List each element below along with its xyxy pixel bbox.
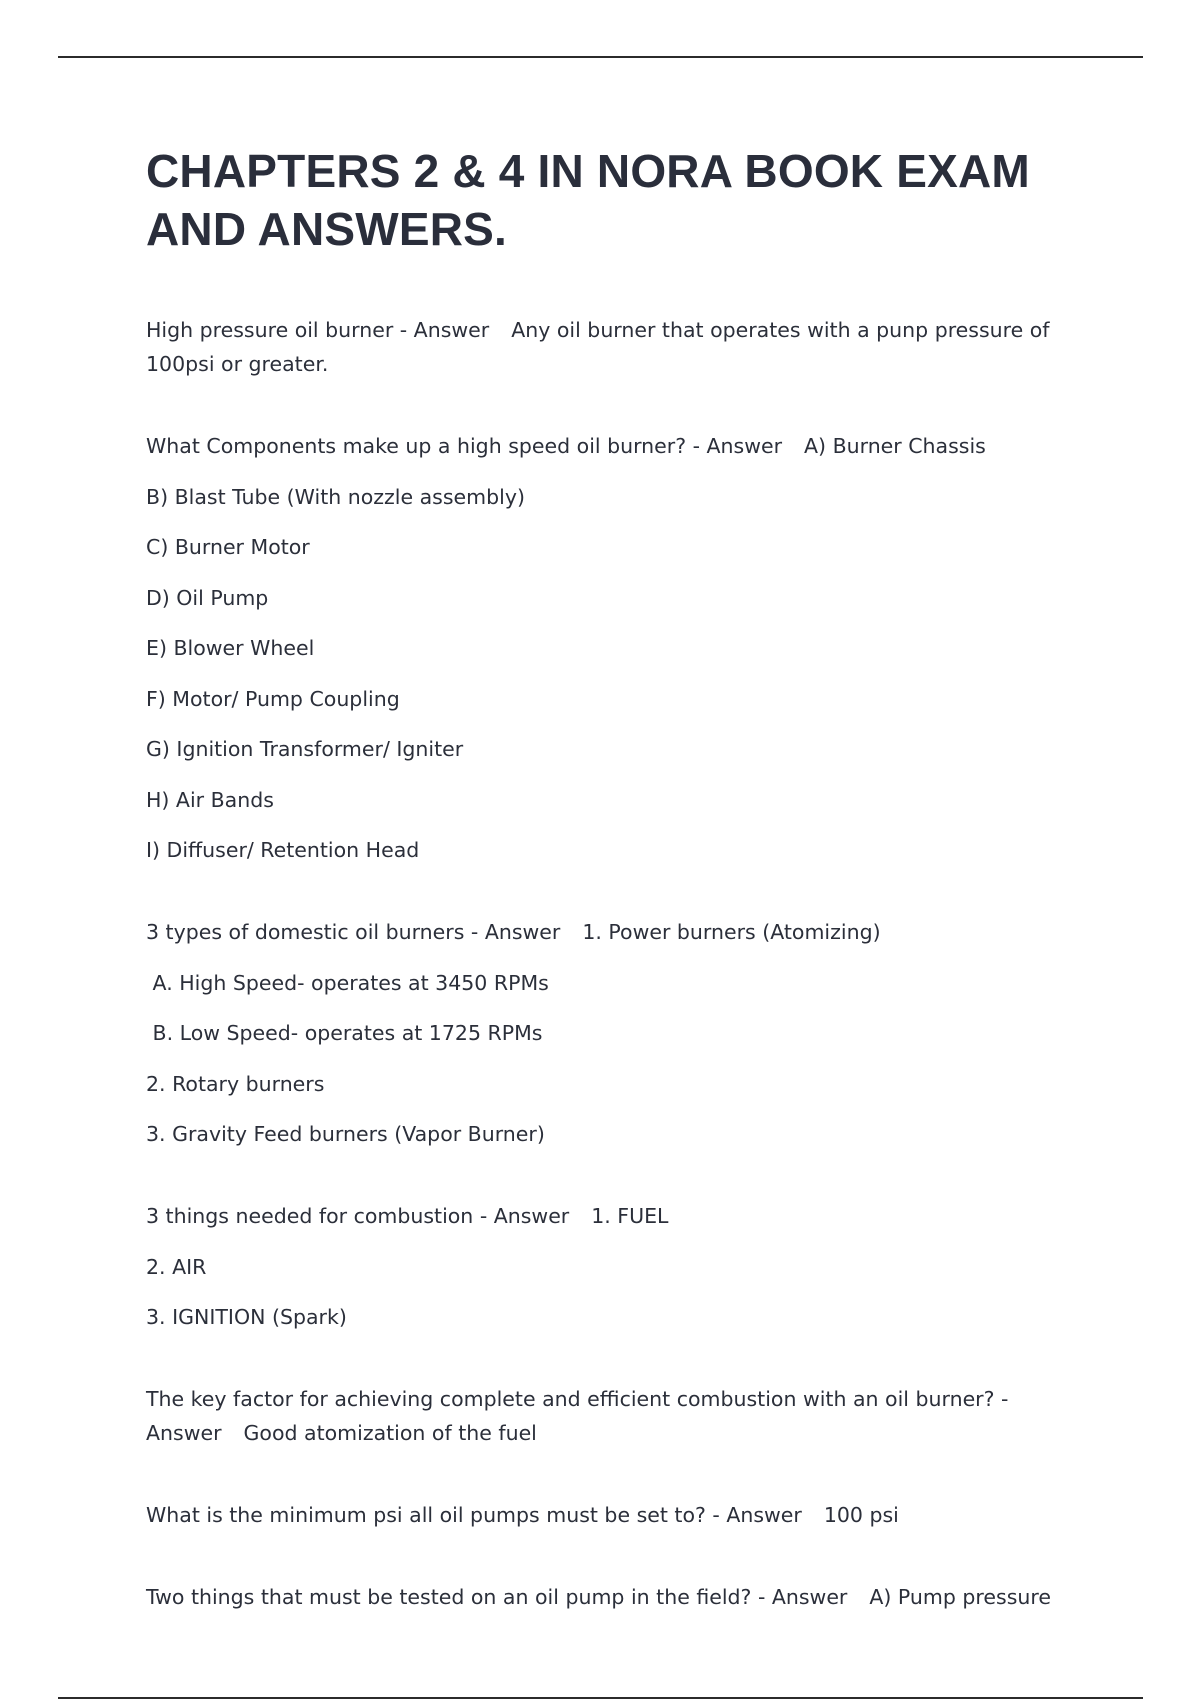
answer-line: 2. Rotary burners: [146, 1071, 325, 1096]
qa-first-line: [146, 1199, 1086, 1233]
question-text: 3 things needed for combustion - Answer: [146, 1204, 570, 1228]
question-text: What is the minimum psi all oil pumps must be set to? - Answer: [146, 1503, 802, 1527]
question-text: What Components make up a high speed oil burner? - Answer: [146, 434, 783, 458]
qa-first-line: [146, 915, 1086, 949]
qa-item: [146, 1199, 1086, 1334]
answer-line: H) Air Bands: [146, 787, 274, 812]
answer-line: 3. Gravity Feed burners (Vapor Burner): [146, 1122, 545, 1146]
answer-line: A. High Speed- operates at 3450 RPMs: [146, 970, 549, 995]
answer-text: Any oil burner that operates with a punp pressure of 100psi or greater.: [146, 318, 1057, 376]
question-text: The key factor for achieving complete and efficient combustion with an oil burner? - Answer: [146, 1387, 1015, 1445]
question-text: 3 types of domestic oil burners - Answer: [146, 920, 561, 944]
qa-item: [146, 313, 1086, 381]
footer-rule: [58, 1697, 1143, 1699]
answer-text: 1. Power burners (Atomizing): [582, 920, 881, 944]
question-text: Two things that must be tested on an oil pump in the field? - Answer: [146, 1585, 848, 1609]
answer-text: A) Burner Chassis: [804, 434, 986, 458]
answer-line: I) Diffuser/ Retention Head: [146, 838, 420, 862]
qa-item: [146, 915, 1086, 1151]
answer-text: Good atomization of the fuel: [243, 1421, 537, 1445]
header-rule: [58, 56, 1143, 58]
qa-first-line: [146, 1382, 1086, 1450]
answer-text: 100 psi: [823, 1503, 899, 1527]
qa-item: [146, 1498, 1086, 1532]
qa-first-line: [146, 313, 1086, 381]
qa-first-line: [146, 1580, 1086, 1614]
qa-item: [146, 1580, 1086, 1614]
answer-line: B) Blast Tube (With nozzle assembly): [146, 484, 525, 509]
qa-item: [146, 1382, 1086, 1450]
qa-first-line: [146, 1498, 1086, 1532]
answer-line: E) Blower Wheel: [146, 636, 315, 660]
question-text: High pressure oil burner - Answer: [146, 318, 490, 342]
qa-list: [146, 313, 1086, 1614]
answer-line: 2. AIR: [146, 1254, 207, 1279]
document-body: [146, 142, 1086, 1662]
answer-line: G) Ignition Transformer/ Igniter: [146, 737, 464, 761]
answer-text: 1. FUEL: [591, 1204, 669, 1228]
answer-line: F) Motor/ Pump Coupling: [146, 686, 400, 711]
answer-line: C) Burner Motor: [146, 535, 310, 559]
page-title: CHAPTERS 2 & 4 IN NORA BOOK EXAM AND ANSWERS.: [146, 145, 1030, 255]
answer-text: A) Pump pressure: [869, 1585, 1051, 1609]
answer-line: 3. IGNITION (Spark): [146, 1305, 347, 1329]
qa-first-line: [146, 429, 1086, 463]
answer-line: D) Oil Pump: [146, 585, 269, 610]
answer-line: B. Low Speed- operates at 1725 RPMs: [146, 1021, 543, 1045]
qa-item: [146, 429, 1086, 867]
